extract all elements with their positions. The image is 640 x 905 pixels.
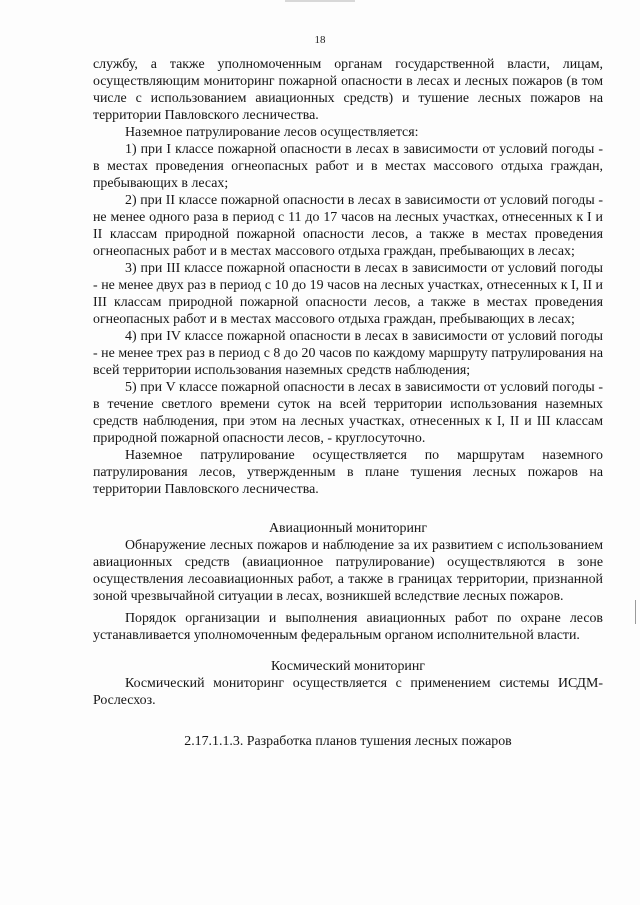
scan-top-mark xyxy=(285,0,355,2)
paragraph-aviation-detection: Обнаружение лесных пожаров и наблюдение за их развитием с использованием авиационных средств (авиационное патрулирование) осуществляются в зоне осуществления лесоавиационных работ, а также в границах территории, признанной зоной чрезвычайной ситуации в лесах, возникшей вследствие лесных пожаров. xyxy=(93,538,603,604)
scan-edge-mark xyxy=(635,600,636,624)
list-item-class-3: 3) при III классе пожарной опасности в лесах в зависимости от условий погоды - не менее двух раз в период с 10 до 19 часов на лесных участках, отнесенных к I, II и III классам природной пожарной опасности лесов, а также в местах проведения огнеопасных работ и в местах массового отдыха граждан, пребывающих в лесах; xyxy=(93,261,603,327)
heading-space-monitoring: Космический мониторинг xyxy=(271,659,425,674)
list-item-class-1: 1) при I классе пожарной опасности в лесах в зависимости от условий погоды - в местах проведения огнеопасных работ и в местах массового отдыха граждан, пребывающих в лесах; xyxy=(93,142,603,191)
section-title: 2.17.1.1.3. Разработка планов тушения лесных пожаров xyxy=(184,734,512,749)
list-item-class-5: 5) при V классе пожарной опасности в лесах в зависимости от условий погоды - в течение светлого времени суток на всей территории использования наземных средств наблюдения, при этом на лесных участках, отнесенных к I, II и III классам природной пожарной опасности лесов, - круглосуточно. xyxy=(93,380,603,446)
document-body xyxy=(93,56,603,750)
paragraph-ground-patrol-intro: Наземное патрулирование лесов осуществляется: xyxy=(125,125,419,140)
paragraph-continuation: службу, а также уполномоченным органам государственной власти, лицам, осуществляющим мониторинг пожарной опасности в лесах и лесных пожаров (в том числе с использованием авиационных средств) и тушение лесных пожаров на территории Павловского лесничества. xyxy=(93,57,603,123)
paragraph-ground-patrol-routes: Наземное патрулирование осуществляется по маршрутам наземного патрулирования лесов, утвержденным в плане тушения лесных пожаров на территории Павловского лесничества. xyxy=(93,448,603,497)
list-item-class-4: 4) при IV классе пожарной опасности в лесах в зависимости от условий погоды - не менее трех раз в период с 8 до 20 часов по каждому маршруту патрулирования на всей территории использования наземных средств наблюдения; xyxy=(93,329,603,378)
page-number: 18 xyxy=(314,34,326,46)
paragraph-aviation-procedure: Порядок организации и выполнения авиационных работ по охране лесов устанавливается уполномоченным федеральным органом исполнительной власти. xyxy=(93,611,603,643)
list-item-class-2: 2) при II классе пожарной опасности в лесах в зависимости от условий погоды - не менее одного раза в период с 11 до 17 часов на лесных участках, отнесенных к I и II классам природной пожарной опасности лесов, а также в местах проведения огнеопасных работ и в местах массового отдыха граждан, пребывающих в лесах; xyxy=(93,193,603,259)
paragraph-space-monitoring: Космический мониторинг осуществляется с применением системы ИСДМ-Рослесхоз. xyxy=(93,676,603,708)
heading-aviation-monitoring: Авиационный мониторинг xyxy=(268,521,428,536)
